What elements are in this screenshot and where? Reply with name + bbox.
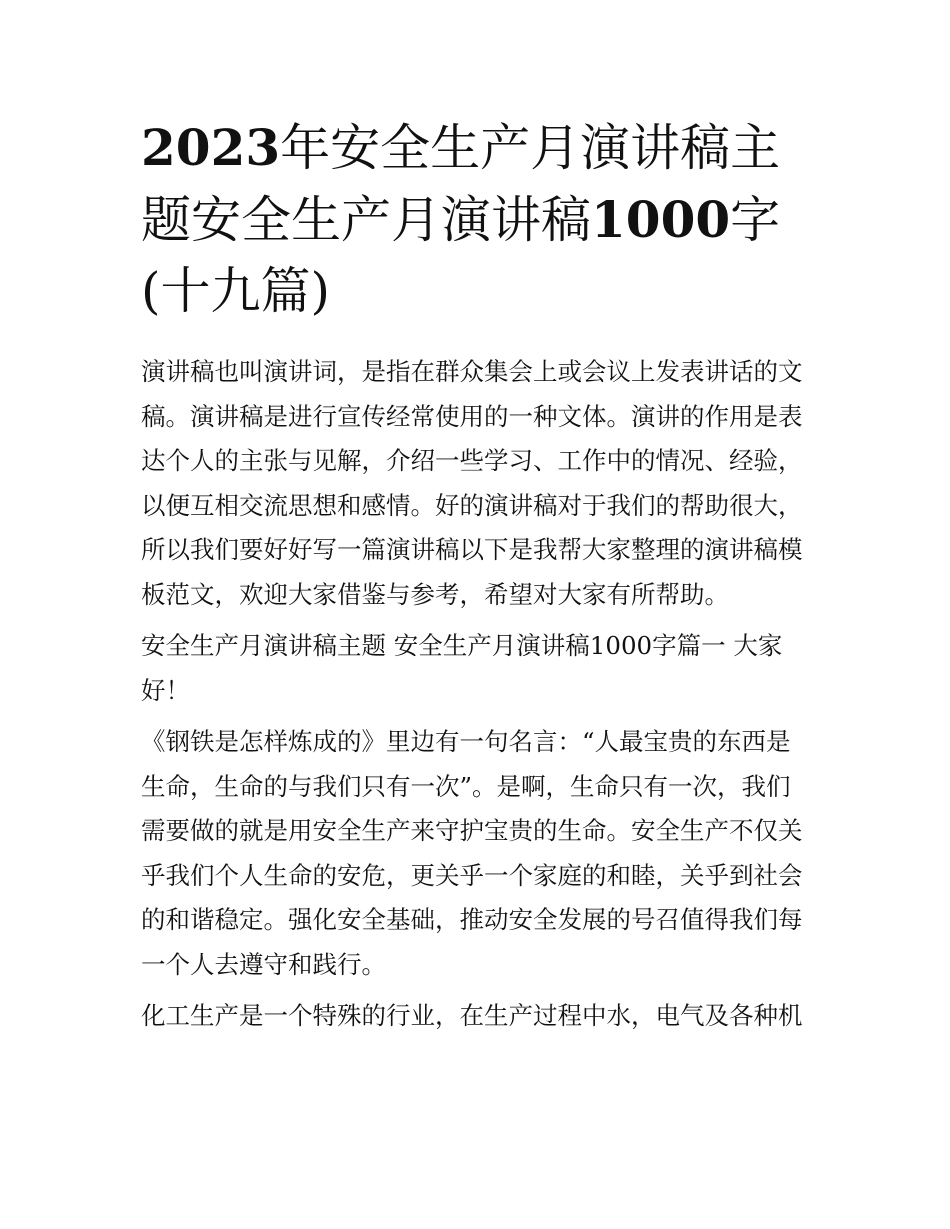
title-year: 2023 bbox=[141, 118, 281, 177]
title-main: 年安全生产月演讲稿主题安全生产月演讲稿 bbox=[141, 119, 781, 249]
document-title bbox=[141, 112, 813, 327]
body-paragraph-continued: 化工生产是一个特殊的行业，在生产过程中水，电气及各种机 bbox=[141, 1001, 803, 1030]
section-heading-paragraph: 安全生产月演讲稿主题 安全生产月演讲稿1000字篇一 大家好！ bbox=[141, 631, 783, 705]
body-paragraph: 《钢铁是怎样炼成的》里边有一句名言：“人最宝贵的东西是生命，生命的与我们只有一次”。是啊，生命只有一次，我们需要做的就是用安全生产来守护宝贵的生命。安全生产不仅关乎我们个人生命的安危，更关乎一个家庭的和睦，关乎到社会的和谐稳定。强化安全基础，推动安全发展的号召值得我们每一个人去遵守和践行。 bbox=[141, 727, 803, 979]
title-number: 1000 bbox=[591, 190, 731, 249]
title-tail: 字(十九篇) bbox=[141, 191, 781, 320]
intro-paragraph: 演讲稿也叫演讲词，是指在群众集会上或会议上发表讲话的文稿。演讲稿是进行宣传经常使用的一种文体。演讲的作用是表达个人的主张与见解，介绍一些学习、工作中的情况、经验，以便互相交流思想和感情。好的演讲稿对于我们的帮助很大，所以我们要好好写一篇演讲稿以下是我帮大家整理的演讲稿模板范文，欢迎大家借鉴与参考，希望对大家有所帮助。 bbox=[141, 357, 803, 609]
document-content bbox=[141, 112, 813, 1039]
